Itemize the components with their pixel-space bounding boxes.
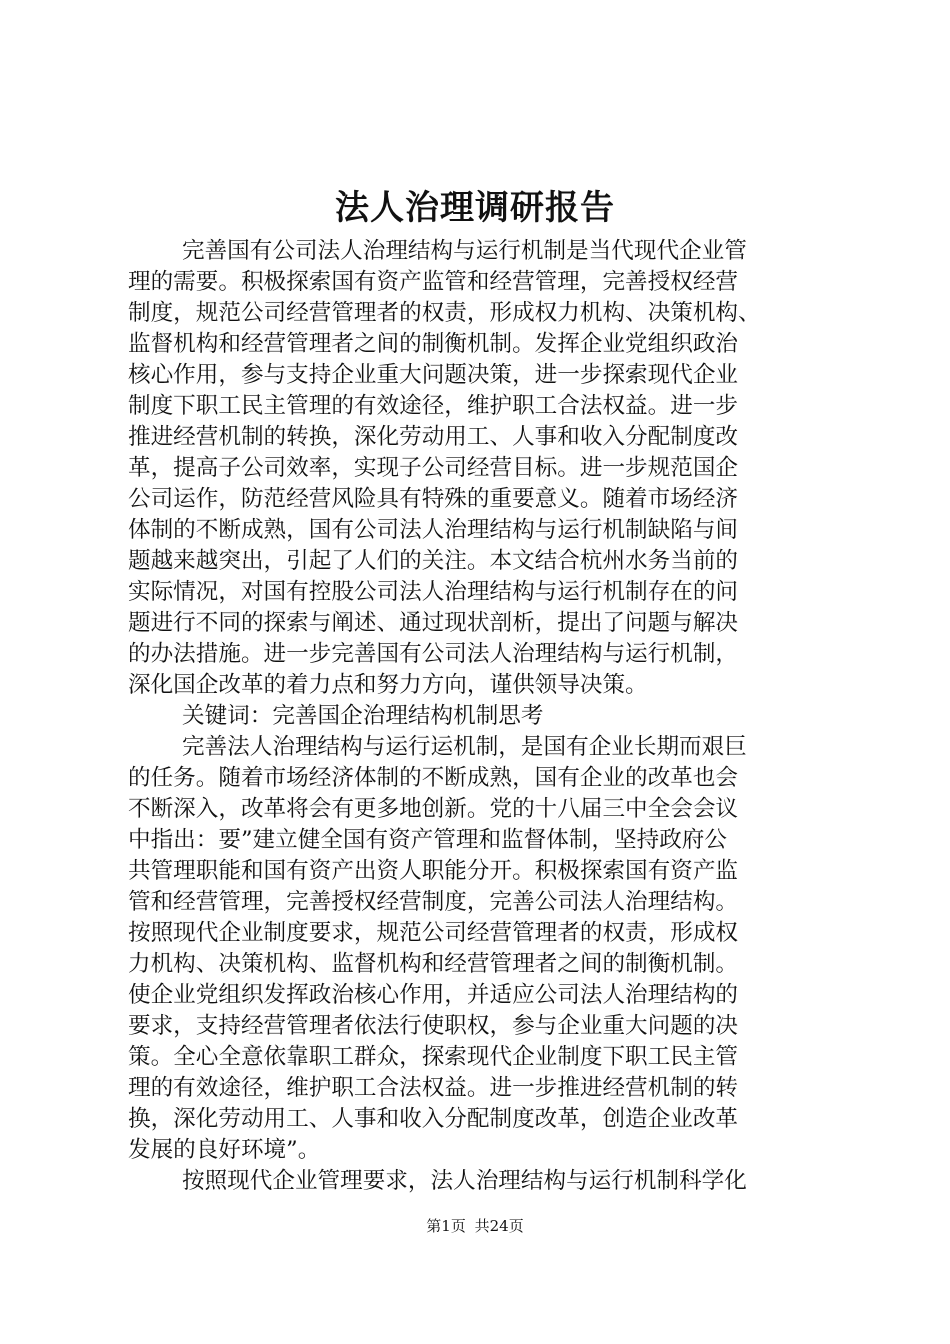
text-line: 的任务。随着市场经济体制的不断成熟，国有企业的改革也会 [128, 765, 739, 791]
text-line: 不断深入，改革将会有更多地创新。党的十八届三中全会会议 [128, 796, 739, 822]
text-line: 要求，支持经营管理者依法行使职权，参与企业重大问题的决 [128, 1013, 739, 1039]
text-line: 按照现代企业制度要求，规范公司经营管理者的权责，形成权 [128, 920, 739, 946]
paragraph-background [128, 732, 832, 1166]
text-line: 实际情况，对国有控股公司法人治理结构与运行机制存在的问 [128, 579, 739, 605]
text-line: 策。全心全意依靠职工群众，探索现代企业制度下职工民主管 [128, 1044, 739, 1070]
paragraph-intro [128, 236, 832, 701]
text-line: 发展的良好环境”。 [128, 1137, 321, 1163]
text-line: 力机构、决策机构、监督机构和经营管理者之间的制衡机制。 [128, 951, 739, 977]
paragraph-requirements [128, 1166, 832, 1197]
document-title: 法人治理调研报告 [335, 188, 615, 228]
page-total: 共24页 [474, 1217, 524, 1235]
text-line: 使企业党组织发挥政治核心作用，并适应公司法人治理结构的 [128, 982, 739, 1008]
text-line: 换，深化劳动用工、人事和收入分配制度改革，创造企业改革 [128, 1106, 739, 1132]
text-line: 理的需要。积极探索国有资产监管和经营管理，完善授权经营 [128, 269, 739, 295]
text-line: 按照现代企业管理要求，法人治理结构与运行机制科学化 [182, 1168, 747, 1194]
text-line: 题进行不同的探索与阐述、通过现状剖析，提出了问题与解决 [128, 610, 739, 636]
text-line: 革，提高子公司效率，实现子公司经营目标。进一步规范国企 [128, 455, 739, 481]
text-line: 核心作用，参与支持企业重大问题决策，进一步探索现代企业 [128, 362, 739, 388]
text-line: 管和经营管理，完善授权经营制度，完善公司法人治理结构。 [128, 889, 739, 915]
page-number: 第1页 [426, 1217, 466, 1235]
page-footer [0, 1214, 950, 1238]
text-line: 深化国企改革的着力点和努力方向，谨供领导决策。 [128, 672, 648, 698]
text-line: 的办法措施。进一步完善国有公司法人治理结构与运行机制， [128, 641, 739, 667]
text-line: 题越来越突出，引起了人们的关注。本文结合杭州水务当前的 [128, 548, 739, 574]
text-line: 监督机构和经营管理者之间的制衡机制。发挥企业党组织政治 [128, 331, 739, 357]
text-line: 中指出：要”建立健全国有资产管理和监督体制，坚持政府公 [128, 827, 727, 853]
text-line: 制度下职工民主管理的有效途径，维护职工合法权益。进一步 [128, 393, 739, 419]
text-line: 理的有效途径，维护职工合法权益。进一步推进经营机制的转 [128, 1075, 739, 1101]
keywords-line: 关键词：完善国企治理结构机制思考 [182, 703, 544, 729]
text-line: 公司运作，防范经营风险具有特殊的重要意义。随着市场经济 [128, 486, 739, 512]
text-line: 制度，规范公司经营管理者的权责，形成权力机构、决策机构、 [128, 300, 761, 326]
text-line: 完善法人治理结构与运行运机制，是国有企业长期而艰巨 [182, 734, 747, 760]
text-line: 完善国有公司法人治理结构与运行机制是当代现代企业管 [182, 238, 747, 264]
text-line: 共管理职能和国有资产出资人职能分开。积极探索国有资产监 [128, 858, 739, 884]
text-line: 体制的不断成熟，国有公司法人治理结构与运行机制缺陷与间 [128, 517, 739, 543]
text-line: 推进经营机制的转换，深化劳动用工、人事和收入分配制度改 [128, 424, 739, 450]
document-body [128, 236, 832, 1197]
